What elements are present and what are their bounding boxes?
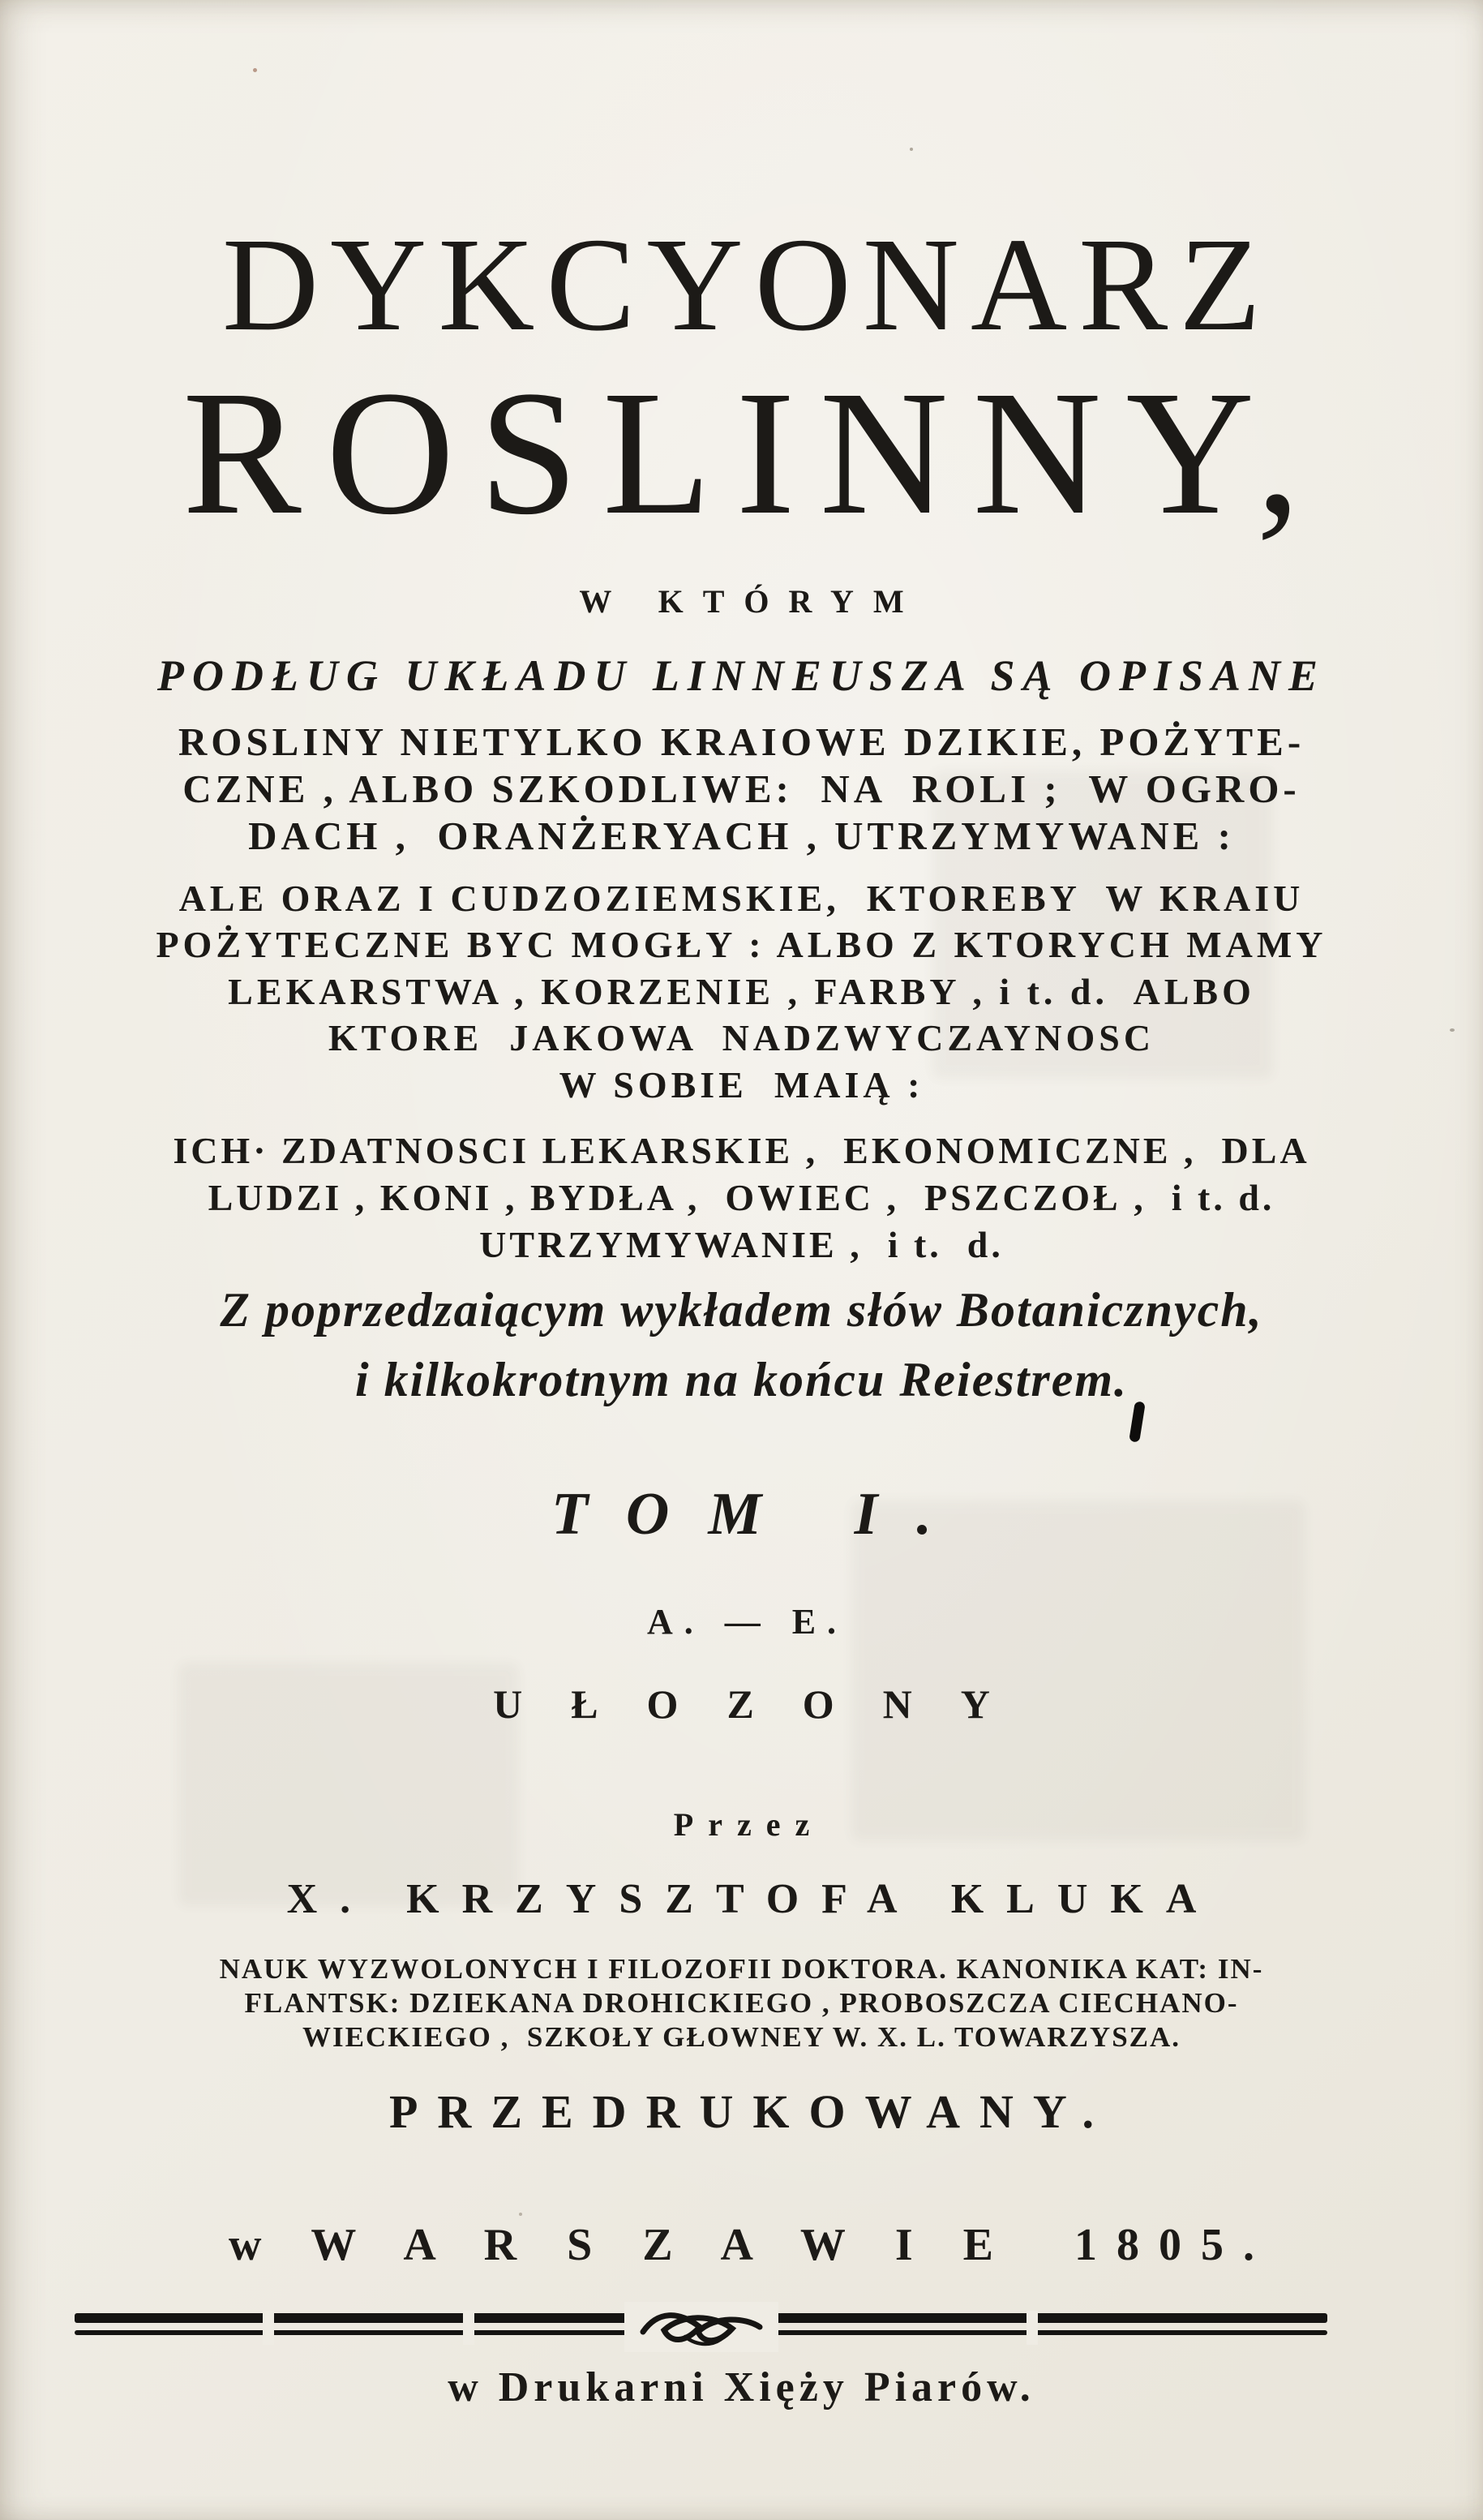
description-line: UTRZYMYWANIE , i t. d. <box>479 1224 1004 1265</box>
volume-label: TOM I. <box>551 1481 971 1548</box>
author-title-line: FLANTSK: DZIEKANA DROHICKIEGO , PROBOSZCZA CIECHANO- <box>244 1987 1239 2019</box>
ink-blot <box>1129 1401 1146 1442</box>
title-line-1: DYKCYONARZ <box>222 210 1272 358</box>
letter-range: A. — E. <box>646 1602 848 1642</box>
author-name: X. KRZYSZTOFA KLUKA <box>286 1876 1219 1922</box>
linnaeus-line: PODŁUG UKŁADU LINNEUSZA SĄ OPISANE <box>156 651 1327 700</box>
description-line: POŻYTECZNE BYC MOGŁY : ALBO Z KTORYCH MAMY <box>156 924 1327 965</box>
by-word: Przez <box>673 1806 825 1843</box>
italic-note-line: Z poprzedzaiącym wykładem słów Botanicznych, <box>220 1283 1263 1337</box>
description-line: W SOBIE MAIĄ : <box>559 1064 924 1105</box>
bleedthrough-ghost <box>851 1500 1305 1841</box>
paper-speck <box>253 68 257 72</box>
divider-break <box>1027 2311 1038 2345</box>
description-line: KTORE JAKOWA NADZWYCZAYNOSC <box>328 1017 1155 1058</box>
reprint-label: PRZEDRUKOWANY. <box>389 2085 1113 2138</box>
italic-note-line: i kilkokrotnym na końcu Reiestrem. <box>354 1353 1129 1406</box>
fleuron-icon <box>624 2302 778 2352</box>
description-line: LEKARSTWA , KORZENIE , FARBY , i t. d. ALBO <box>228 971 1255 1012</box>
printer-line: w Drukarni Xięży Piarów. <box>448 2364 1035 2411</box>
subtitle-in-which: W KTÓRYM <box>579 583 924 620</box>
paper-speck <box>1450 1028 1455 1032</box>
description-line: DACH , ORANŻERYACH , UTRZYMYWANE : <box>248 814 1235 858</box>
imprint-city-year: w W A R S Z A W I E 1805. <box>229 2220 1274 2270</box>
paper-speck <box>519 2213 522 2216</box>
description-line: ROSLINY NIETYLKO KRAIOWE DZIKIE, POŻYTE- <box>178 719 1305 764</box>
description-line: ALE ORAZ I CUDZOZIEMSKIE, KTOREBY W KRAIU <box>178 878 1305 919</box>
description-line: ICH· ZDATNOSCI LEKARSKIE , EKONOMICZNE , DLA <box>173 1130 1310 1171</box>
description-line: CZNE , ALBO SZKODLIWE: NA ROLI ; W OGRO- <box>182 766 1301 811</box>
arranged-label: UŁOZONY <box>493 1681 1039 1727</box>
paper-speck <box>910 148 913 151</box>
author-title-line: WIECKIEGO , SZKOŁY GŁOWNEY W. X. L. TOWARZYSZA. <box>302 2021 1181 2053</box>
divider-break <box>463 2311 474 2345</box>
author-title-line: NAUK WYZWOLONYCH I FILOZOFII DOKTORA. KANONIKA KAT: IN- <box>219 1953 1264 1985</box>
divider-break <box>263 2311 274 2345</box>
description-line: LUDZI , KONI , BYDŁA , OWIEC , PSZCZOŁ , i t. d. <box>208 1177 1275 1218</box>
rule-divider <box>75 2313 1327 2342</box>
title-line-2: ROSLINNY, <box>182 354 1325 552</box>
